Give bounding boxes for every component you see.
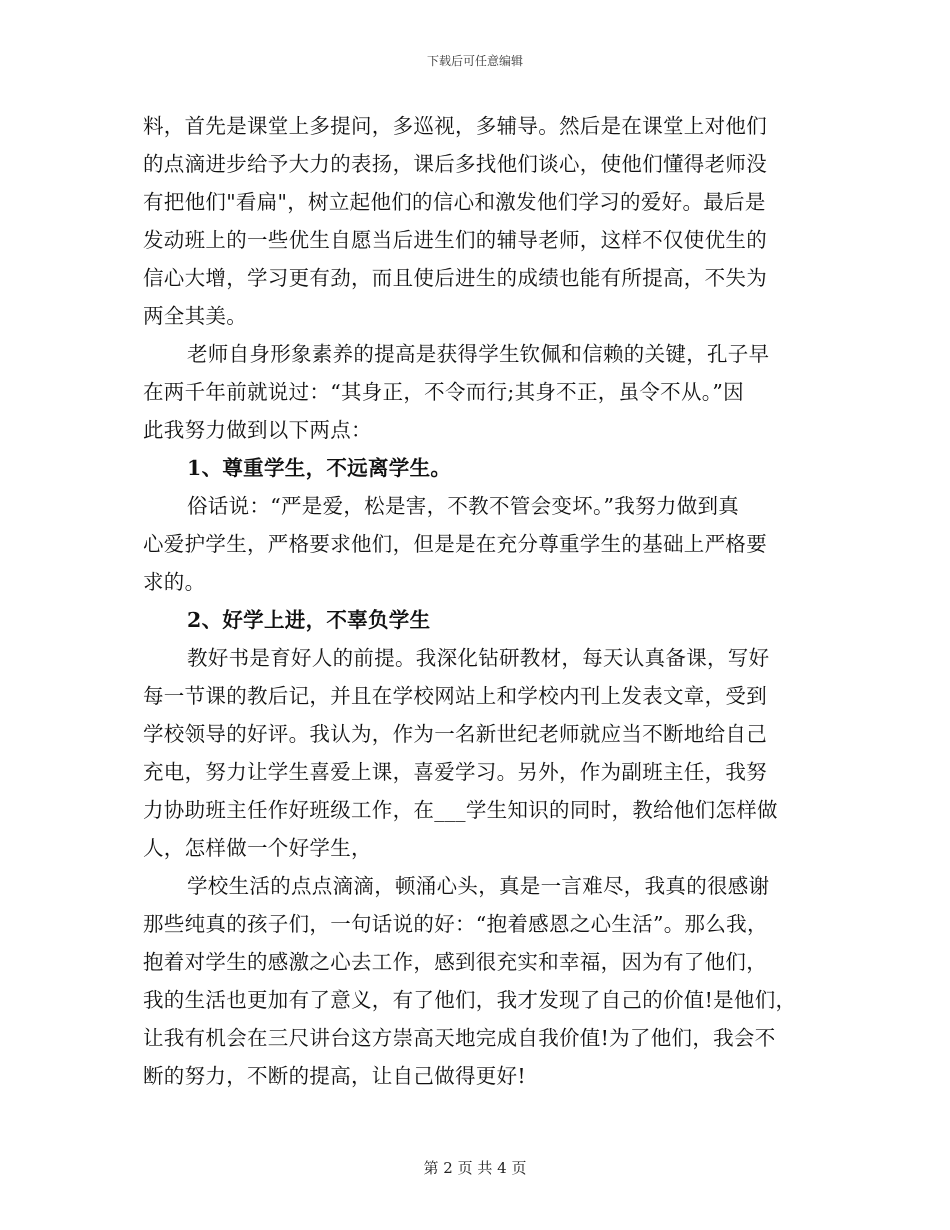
text-line: 在两千年前就说过：“其身正，不令而行;其身不正，虽令不从。”因: [143, 380, 744, 404]
text-line: 两全其美。: [143, 304, 247, 328]
text-line: 力协助班主任作好班级工作，在___学生知识的同时，教给他们怎样做: [143, 798, 778, 822]
text-line: 料，首先是课堂上多提问，多巡视，多辅导。然后是在课堂上对他们: [143, 114, 767, 138]
page-footer: 第 2 页 共 4 页: [423, 1159, 527, 1177]
text-line: 断的努力，不断的提高，让自己做得更好!: [143, 1064, 526, 1088]
text-line: 我的生活也更加有了意义，有了他们，我才发现了自己的价值!是他们，: [143, 988, 797, 1012]
text-line: 发动班上的一些优生自愿当后进生们的辅导老师，这样不仅使优生的: [143, 228, 767, 252]
text-line: 老师自身形象素养的提高是获得学生钦佩和信赖的关键，孔子早: [187, 342, 770, 366]
text-line: 学校领导的好评。我认为，作为一名新世纪老师就应当不断地给自己: [143, 722, 767, 746]
text-line: 让我有机会在三尺讲台这方崇高天地完成自我价值!为了他们，我会不: [143, 1026, 776, 1050]
section-heading: 2、好学上进，不辜负学生: [187, 608, 431, 632]
text-line: 那些纯真的孩子们，一句话说的好：“抱着感恩之心生活”。那么我，: [143, 912, 768, 936]
text-line: 俗话说：“严是爱，松是害，不教不管会变坏。”我努力做到真: [187, 494, 740, 518]
document-body: [143, 107, 803, 1095]
text-line: 的点滴进步给予大力的表扬，课后多找他们谈心，使他们懂得老师没: [143, 152, 767, 176]
text-line: 信心大增，学习更有劲，而且使后进生的成绩也能有所提高，不失为: [143, 266, 767, 290]
text-line: 每一节课的教后记，并且在学校网站上和学校内刊上发表文章，受到: [143, 684, 767, 708]
text-line: 人，怎样做一个好学生，: [143, 836, 372, 860]
text-line: 学校生活的点点滴滴，顿涌心头，真是一言难尽，我真的很感谢: [187, 874, 770, 898]
text-line: 心爱护学生，严格要求他们，但是是在充分尊重学生的基础上严格要: [143, 532, 767, 556]
text-line: 求的。: [143, 570, 206, 594]
text-line: 抱着对学生的感激之心去工作，感到很充实和幸福，因为有了他们，: [143, 950, 767, 974]
page-header: 下载后可任意编辑: [426, 54, 523, 68]
text-line: 此我努力做到以下两点：: [143, 418, 372, 442]
text-line: 教好书是育好人的前提。我深化钻研教材，每天认真备课，写好: [187, 646, 770, 670]
text-line: 充电，努力让学生喜爱上课，喜爱学习。另外，作为副班主任，我努: [143, 760, 767, 784]
section-heading: 1、尊重学生，不远离学生。: [187, 456, 452, 480]
text-line: 有把他们"看扁"，树立起他们的信心和激发他们学习的爱好。最后是: [143, 190, 766, 214]
